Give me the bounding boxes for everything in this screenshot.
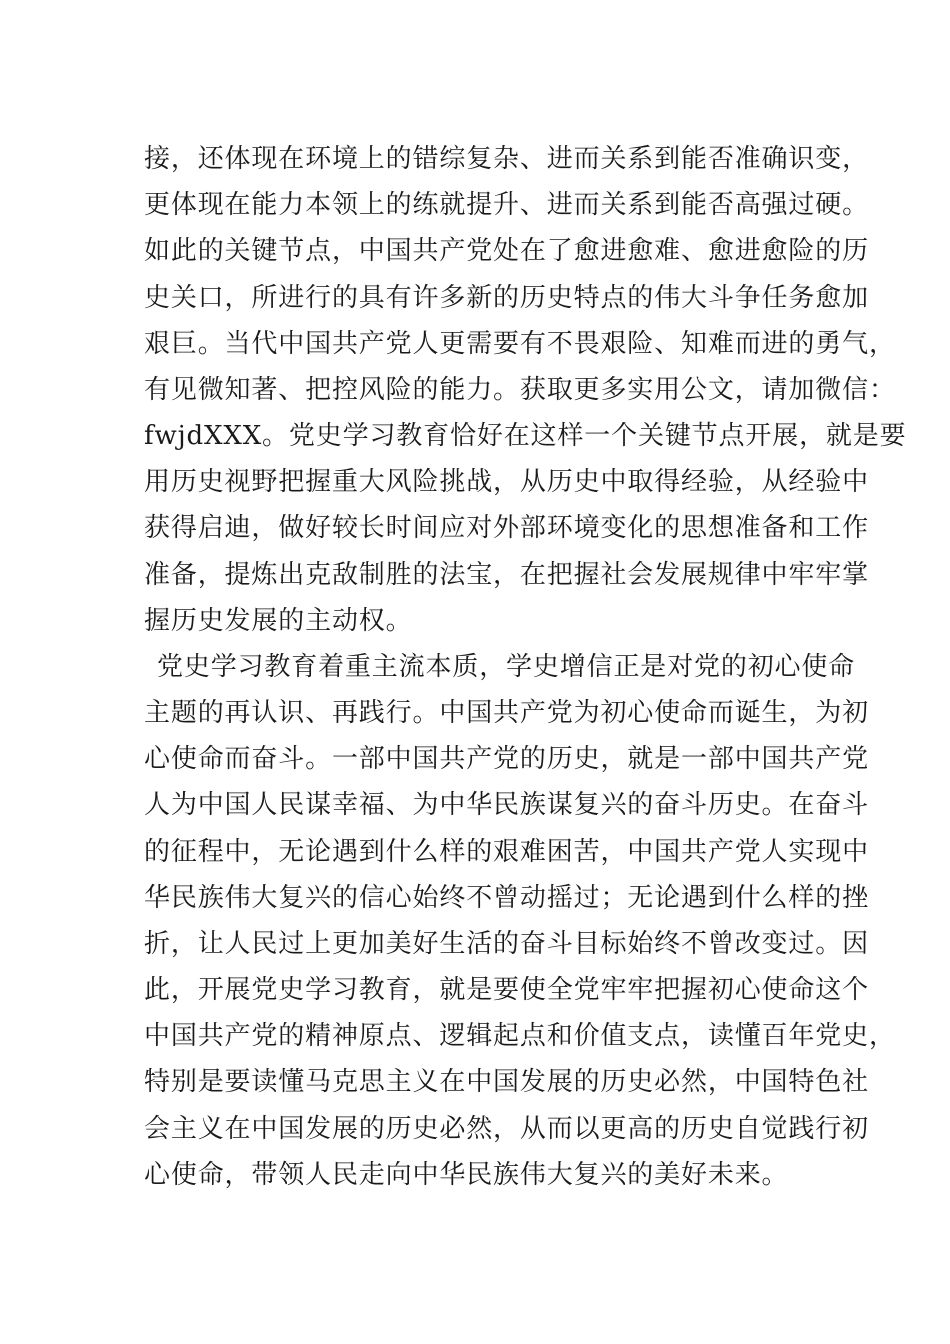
text-line: 用历史视野把握重大风险挑战，从历史中取得经验，从经验中 [144,467,869,497]
text-line: 折，让人民过上更加美好生活的奋斗目标始终不曾改变过。因 [144,929,869,959]
text-line: 艰巨。当代中国共产党人更需要有不畏艰险、知难而进的勇气， [144,329,896,359]
text-line: 党史学习教育着重主流本质，学史增信正是对党的初心使命 [157,652,856,682]
text-line: 获得启迪，做好较长时间应对外部环境变化的思想准备和工作 [144,513,869,543]
text-line: fwjdXXX。党史学习教育恰好在这样一个关键节点开展，就是要 [144,421,907,451]
text-line: 会主义在中国发展的历史必然，从而以更高的历史自觉践行初 [144,1114,869,1144]
text-line: 心使命而奋斗。一部中国共产党的历史，就是一部中国共产党 [144,744,869,774]
text-line: 特别是要读懂马克思主义在中国发展的历史必然，中国特色社 [144,1067,869,1097]
text-line: 更体现在能力本领上的练就提升、进而关系到能否高强过硬。 [144,190,869,220]
text-line: 史关口，所进行的具有许多新的历史特点的伟大斗争任务愈加 [144,283,869,313]
text-line: 此，开展党史学习教育，就是要使全党牢牢把握初心使命这个 [144,975,869,1005]
text-line: 握历史发展的主动权。 [144,606,413,636]
text-line: 主题的再认识、再践行。中国共产党为初心使命而诞生，为初 [144,698,869,728]
text-line: 接，还体现在环境上的错综复杂、进而关系到能否准确识变， [144,144,869,174]
text-line: 心使命，带领人民走向中华民族伟大复兴的美好未来。 [144,1160,789,1190]
text-line: 如此的关键节点，中国共产党处在了愈进愈难、愈进愈险的历 [144,236,869,266]
text-line: 准备，提炼出克敌制胜的法宝，在把握社会发展规律中牢牢掌 [144,560,869,590]
text-line: 有见微知著、把控风险的能力。获取更多实用公文，请加微信： [144,375,896,405]
text-line: 人为中国人民谋幸福、为中华民族谋复兴的奋斗历史。在奋斗 [144,790,869,820]
text-line: 华民族伟大复兴的信心始终不曾动摇过；无论遇到什么样的挫 [144,883,869,913]
text-line: 中国共产党的精神原点、逻辑起点和价值支点，读懂百年党史， [144,1021,896,1051]
text-line: 的征程中，无论遇到什么样的艰难困苦，中国共产党人实现中 [144,837,869,867]
